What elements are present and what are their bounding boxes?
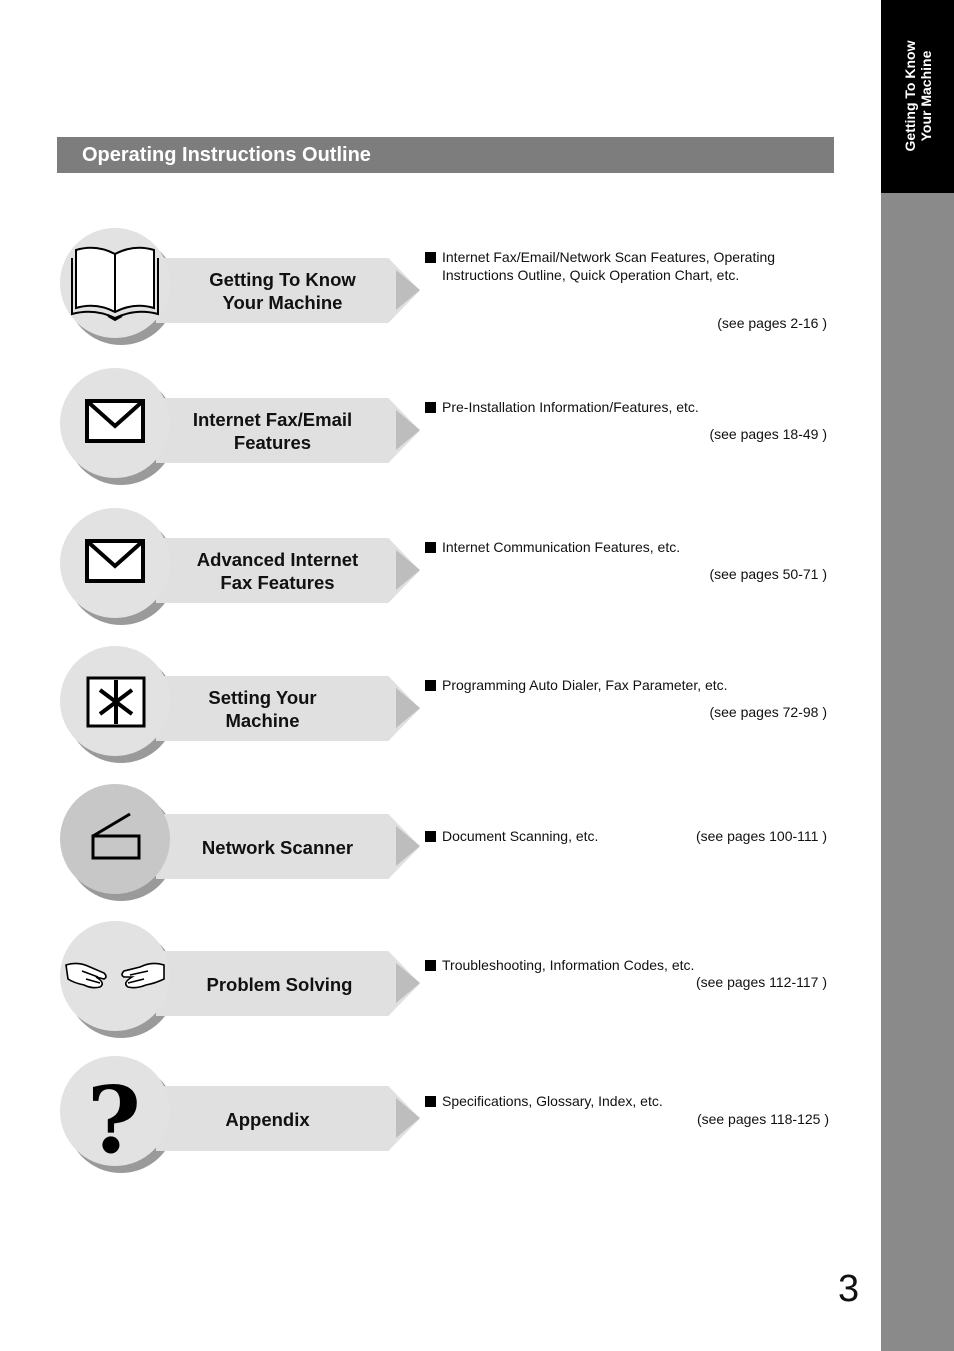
outline-item-description: Troubleshooting, Information Codes, etc. (see pages 112-117 ): [425, 956, 827, 974]
outline-item-description: Programming Auto Dialer, Fax Parameter, etc. (see pages 72-98 ): [425, 676, 827, 694]
side-strip: [881, 193, 954, 1351]
page-reference: (see pages 72-98 ): [709, 704, 827, 720]
outline-item-description: Specifications, Glossary, Index, etc. (see pages 118-125 ): [425, 1092, 827, 1110]
chapter-tab[interactable]: [881, 0, 954, 193]
outline-item-label: Getting To Know Your Machine: [209, 269, 356, 313]
outline-item-label: Setting Your Machine: [208, 687, 317, 731]
outline-item-label: Internet Fax/Email Features: [192, 409, 353, 453]
outline-item-label: Network Scanner: [201, 836, 354, 858]
chapter-tab-label: Getting To Know Your Machine: [901, 40, 934, 152]
settings-asterisk-icon: [60, 646, 170, 756]
outline-item-getting-to-know[interactable]: [0, 228, 881, 348]
outline-item-description: Document Scanning, etc. (see pages 100-111 ): [425, 827, 827, 845]
outline-item-description: Internet Communication Features, etc. (see pages 50-71 ): [425, 538, 827, 556]
section-header: [57, 137, 834, 173]
outline-item-description: Internet Fax/Email/Network Scan Features, Operating Instructions Outline, Quick Operation Chart, etc. (see pages 2-16 ): [425, 248, 827, 284]
question-mark-icon: [60, 1056, 170, 1166]
outline-item-description: Pre-Installation Information/Features, etc. (see pages 18-49 ): [425, 398, 827, 416]
open-book-icon: [60, 228, 170, 338]
outline-item-setting-your-machine[interactable]: [0, 646, 881, 766]
page-reference: (see pages 2-16 ): [717, 315, 827, 331]
scanner-icon: [60, 784, 170, 894]
svg-text:?: ?: [87, 1066, 141, 1166]
outline-item-problem-solving[interactable]: [0, 921, 881, 1041]
handshake-icon: [60, 921, 170, 1031]
outline-item-internet-fax-email[interactable]: [0, 368, 881, 488]
bullet-square-icon: [425, 960, 436, 971]
bullet-square-icon: [425, 831, 436, 842]
outline-item-label: Appendix: [225, 1108, 310, 1130]
page-number: 3: [838, 1268, 860, 1310]
bullet-square-icon: [425, 1096, 436, 1107]
outline-item-label: Advanced Internet Fax Features: [196, 549, 359, 593]
bullet-square-icon: [425, 252, 436, 263]
bullet-square-icon: [425, 402, 436, 413]
outline-item-advanced-internet-fax[interactable]: [0, 508, 881, 628]
envelope-icon: [60, 508, 170, 618]
page-title: Operating Instructions Outline: [82, 144, 371, 166]
page-reference: (see pages 112-117 ): [695, 974, 827, 990]
envelope-icon: [60, 368, 170, 478]
page-reference: (see pages 118-125 ): [696, 1111, 829, 1127]
bullet-square-icon: [425, 542, 436, 553]
page-reference: (see pages 50-71 ): [709, 566, 827, 582]
outline-item-label: Problem Solving: [206, 973, 353, 995]
outline-item-network-scanner[interactable]: [0, 784, 881, 904]
bullet-square-icon: [425, 680, 436, 691]
page-reference: (see pages 100-111 ): [695, 828, 827, 844]
page-reference: (see pages 18-49 ): [709, 426, 827, 442]
outline-item-appendix[interactable]: [0, 1056, 881, 1176]
